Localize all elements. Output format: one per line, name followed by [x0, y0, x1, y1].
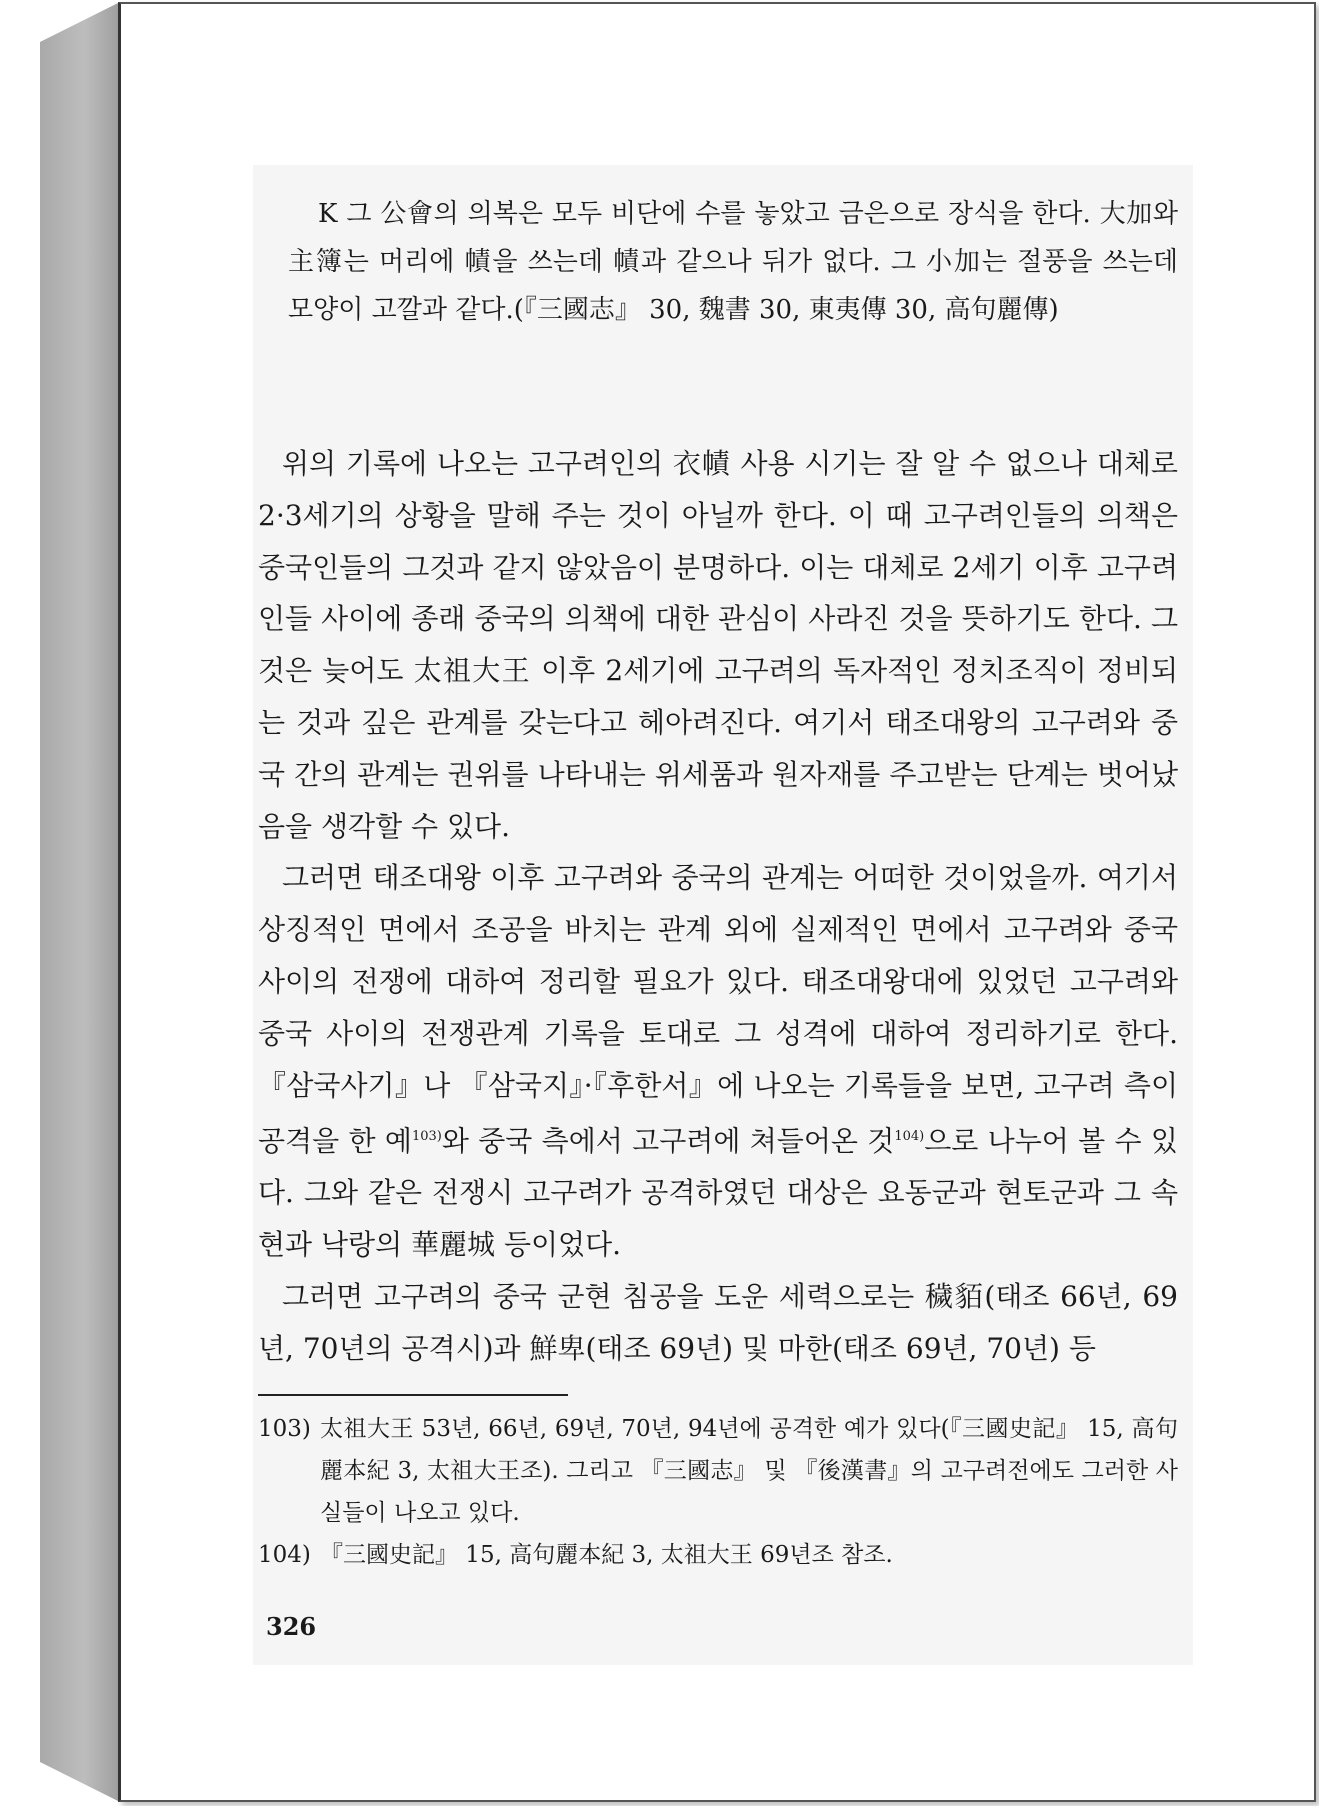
block-quote [258, 190, 1178, 334]
quote-text: K 그 公會의 의복은 모두 비단에 수를 놓았고 금은으로 장식을 한다. 大加와 主簿는 머리에 幘을 쓰는데 幘과 같으나 뒤가 없다. 그 小加는 절풍을 쓰는데 모양이 고깔과 같다.(『三國志』 30, 魏書 30, 東夷傳 30, 高句麗傳) [288, 199, 1178, 325]
paragraph-2-part-2: 와 중국 측에서 고구려에 쳐들어온 것 [441, 1124, 895, 1158]
book-spine [40, 2, 120, 1802]
paragraph-1: 위의 기록에 나오는 고구려인의 衣幘 사용 시기는 잘 알 수 없으나 대체로 2·3세기의 상황을 말해 주는 것이 아닐까 한다. 이 때 고구려인들의 의책은 중국인들의 그것과 같지 않았음이 분명하다. 이는 대체로 2세기 이후 고구려인들 사이에 종래 중국의 의책에 대한 관심이 사라진 것을 뜻하기도 한다. 그것은 늦어도 太祖大王 이후 2세기에 고구려의 독자적인 정치조직이 정비되는 것과 깊은 관계를 갖는다고 헤아려진다. 여기서 태조대왕의 고구려와 중국 간의 관계는 권위를 나타내는 위세품과 원자재를 주고받는 단계는 벗어났음을 생각할 수 있다. [258, 447, 1178, 843]
footnote-number: 103) [258, 1416, 311, 1442]
footnote-number: 104) [258, 1542, 311, 1568]
page-number: 326 [266, 1612, 317, 1641]
footnote-text: 太祖大王 53년, 66년, 69년, 70년, 94년에 공격한 예가 있다(『三國史記』 15, 高句麗本紀 3, 太祖大王조). 그리고 『三國志』 및 『後漢書』의 고구려전에도 그러한 사실들이 나오고 있다. [320, 1416, 1178, 1526]
footnote-104 [258, 1534, 1178, 1576]
paragraph-2 [258, 852, 1178, 1271]
footnote-ref-104[interactable]: 104) [894, 1129, 925, 1145]
footnote-ref-103[interactable]: 103) [411, 1129, 442, 1145]
footnote-text: 『三國史記』 15, 高句麗本紀 3, 太祖大王 69년조 참조. [320, 1542, 893, 1568]
paragraph-3: 그러면 고구려의 중국 군현 침공을 도운 세력으로는 穢貊(태조 66년, 69년, 70년의 공격시)과 鮮卑(태조 69년) 및 마한(태조 69년, 70년) 등 [258, 1280, 1178, 1365]
footnote-divider [258, 1394, 568, 1396]
body-text [258, 438, 1178, 1375]
footnote-103 [258, 1408, 1178, 1534]
paragraph-2-part-3: 으로 나누어 볼 수 있다. 그와 같은 전쟁시 고구려가 공격하였던 대상은 요동군과 현토군과 그 속현과 낙랑의 華麗城 등이었다. [258, 1124, 1178, 1262]
footnotes [258, 1408, 1178, 1576]
paragraph-2-part-1: 그러면 태조대왕 이후 고구려와 중국의 관계는 어떠한 것이었을까. 여기서 상징적인 면에서 조공을 바치는 관계 외에 실제적인 면에서 고구려와 중국 사이의 전쟁에 대하여 정리할 필요가 있다. 태조대왕대에 있었던 고구려와 중국 사이의 전쟁관계 기록을 토대로 그 성격에 대하여 정리하기로 한다. 『삼국사기』나 『삼국지』·『후한서』에 나오는 기록들을 보면, 고구려 측이 공격을 한 예 [258, 861, 1178, 1158]
